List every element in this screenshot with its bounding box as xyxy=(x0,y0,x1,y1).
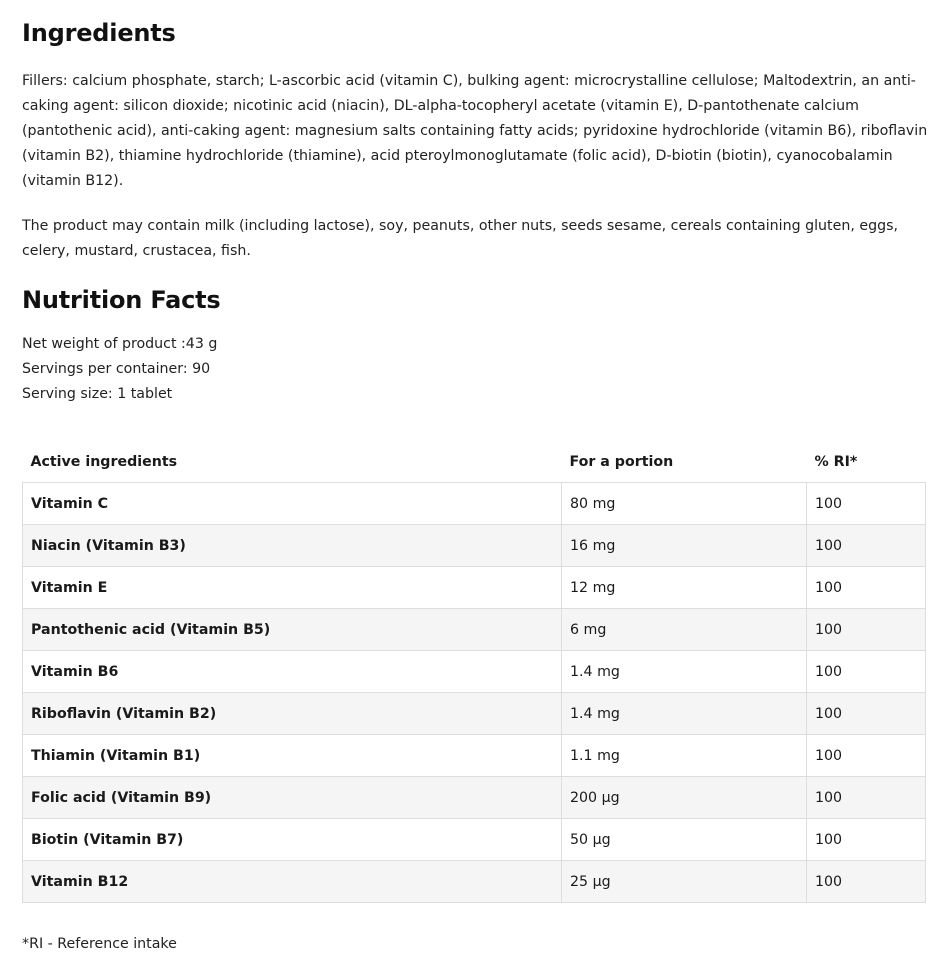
ingredient-name: Vitamin B6 xyxy=(23,651,562,693)
table-row xyxy=(23,651,926,693)
ingredients-heading: Ingredients xyxy=(22,19,176,47)
portion-amount: 50 µg xyxy=(562,819,807,861)
ri-percent: 100 xyxy=(807,525,926,567)
ingredient-name: Riboflavin (Vitamin B2) xyxy=(23,693,562,735)
ingredient-name: Vitamin C xyxy=(23,483,562,525)
ri-percent: 100 xyxy=(807,483,926,525)
ingredient-name: Pantothenic acid (Vitamin B5) xyxy=(23,609,562,651)
table-row xyxy=(23,861,926,903)
ingredient-name: Vitamin E xyxy=(23,567,562,609)
ingredients-text: Fillers: calcium phosphate, starch; L-ascorbic acid (vitamin C), bulking agent: microcrystalline cellulose; Maltodextrin, an anti-caking agent: silicon dioxide; nicotinic acid (niacin), DL-alpha-tocopheryl acetate (vitamin E), D-pantothenate calcium (pantothenic acid), anti-caking agent: magnesium salts containing fatty acids; pyridoxine hydrochloride (vitamin B6), riboflavin (vitamin B2), thiamine hydrochloride (thiamine), acid pteroylmonoglutamate (folic acid), D-biotin (biotin), cyanocobalamin (vitamin B12). xyxy=(22,73,928,189)
portion-amount: 25 µg xyxy=(562,861,807,903)
portion-amount: 1.1 mg xyxy=(562,735,807,777)
header-for-a-portion: For a portion xyxy=(569,454,674,470)
allergen-warning: The product may contain milk (including lactose), soy, peanuts, other nuts, seeds sesame, cereals containing gluten, eggs, celery, mustard, crustacea, fish. xyxy=(22,218,898,259)
table-row xyxy=(23,777,926,819)
portion-amount: 80 mg xyxy=(562,483,807,525)
ri-percent: 100 xyxy=(807,693,926,735)
ingredient-name: Vitamin B12 xyxy=(23,861,562,903)
table-row xyxy=(23,483,926,525)
table-row xyxy=(23,609,926,651)
table-row xyxy=(23,567,926,609)
ri-percent: 100 xyxy=(807,567,926,609)
portion-amount: 6 mg xyxy=(562,609,807,651)
portion-amount: 16 mg xyxy=(562,525,807,567)
portion-amount: 200 µg xyxy=(562,777,807,819)
ri-percent: 100 xyxy=(807,735,926,777)
ri-footnote: *RI - Reference intake xyxy=(22,936,177,952)
servings-per-container: Servings per container: 90 xyxy=(22,361,211,377)
portion-amount: 1.4 mg xyxy=(562,651,807,693)
table-row xyxy=(23,525,926,567)
nutrition-facts-heading: Nutrition Facts xyxy=(22,286,221,314)
table-row xyxy=(23,693,926,735)
ingredient-name: Biotin (Vitamin B7) xyxy=(23,819,562,861)
ingredient-name: Thiamin (Vitamin B1) xyxy=(23,735,562,777)
header-active-ingredients: Active ingredients xyxy=(30,454,178,470)
table-header-row xyxy=(23,442,926,483)
portion-amount: 12 mg xyxy=(562,567,807,609)
ri-percent: 100 xyxy=(807,861,926,903)
ingredient-name: Folic acid (Vitamin B9) xyxy=(23,777,562,819)
ri-percent: 100 xyxy=(807,651,926,693)
net-weight: Net weight of product :43 g xyxy=(22,336,218,352)
nutrition-table xyxy=(22,442,926,903)
ingredient-name: Niacin (Vitamin B3) xyxy=(23,525,562,567)
ri-percent: 100 xyxy=(807,777,926,819)
nutrition-summary xyxy=(22,332,929,407)
header-percent-ri: % RI* xyxy=(814,454,858,470)
portion-amount: 1.4 mg xyxy=(562,693,807,735)
table-row xyxy=(23,819,926,861)
serving-size: Serving size: 1 tablet xyxy=(22,386,173,402)
ri-percent: 100 xyxy=(807,819,926,861)
ri-percent: 100 xyxy=(807,609,926,651)
table-row xyxy=(23,735,926,777)
